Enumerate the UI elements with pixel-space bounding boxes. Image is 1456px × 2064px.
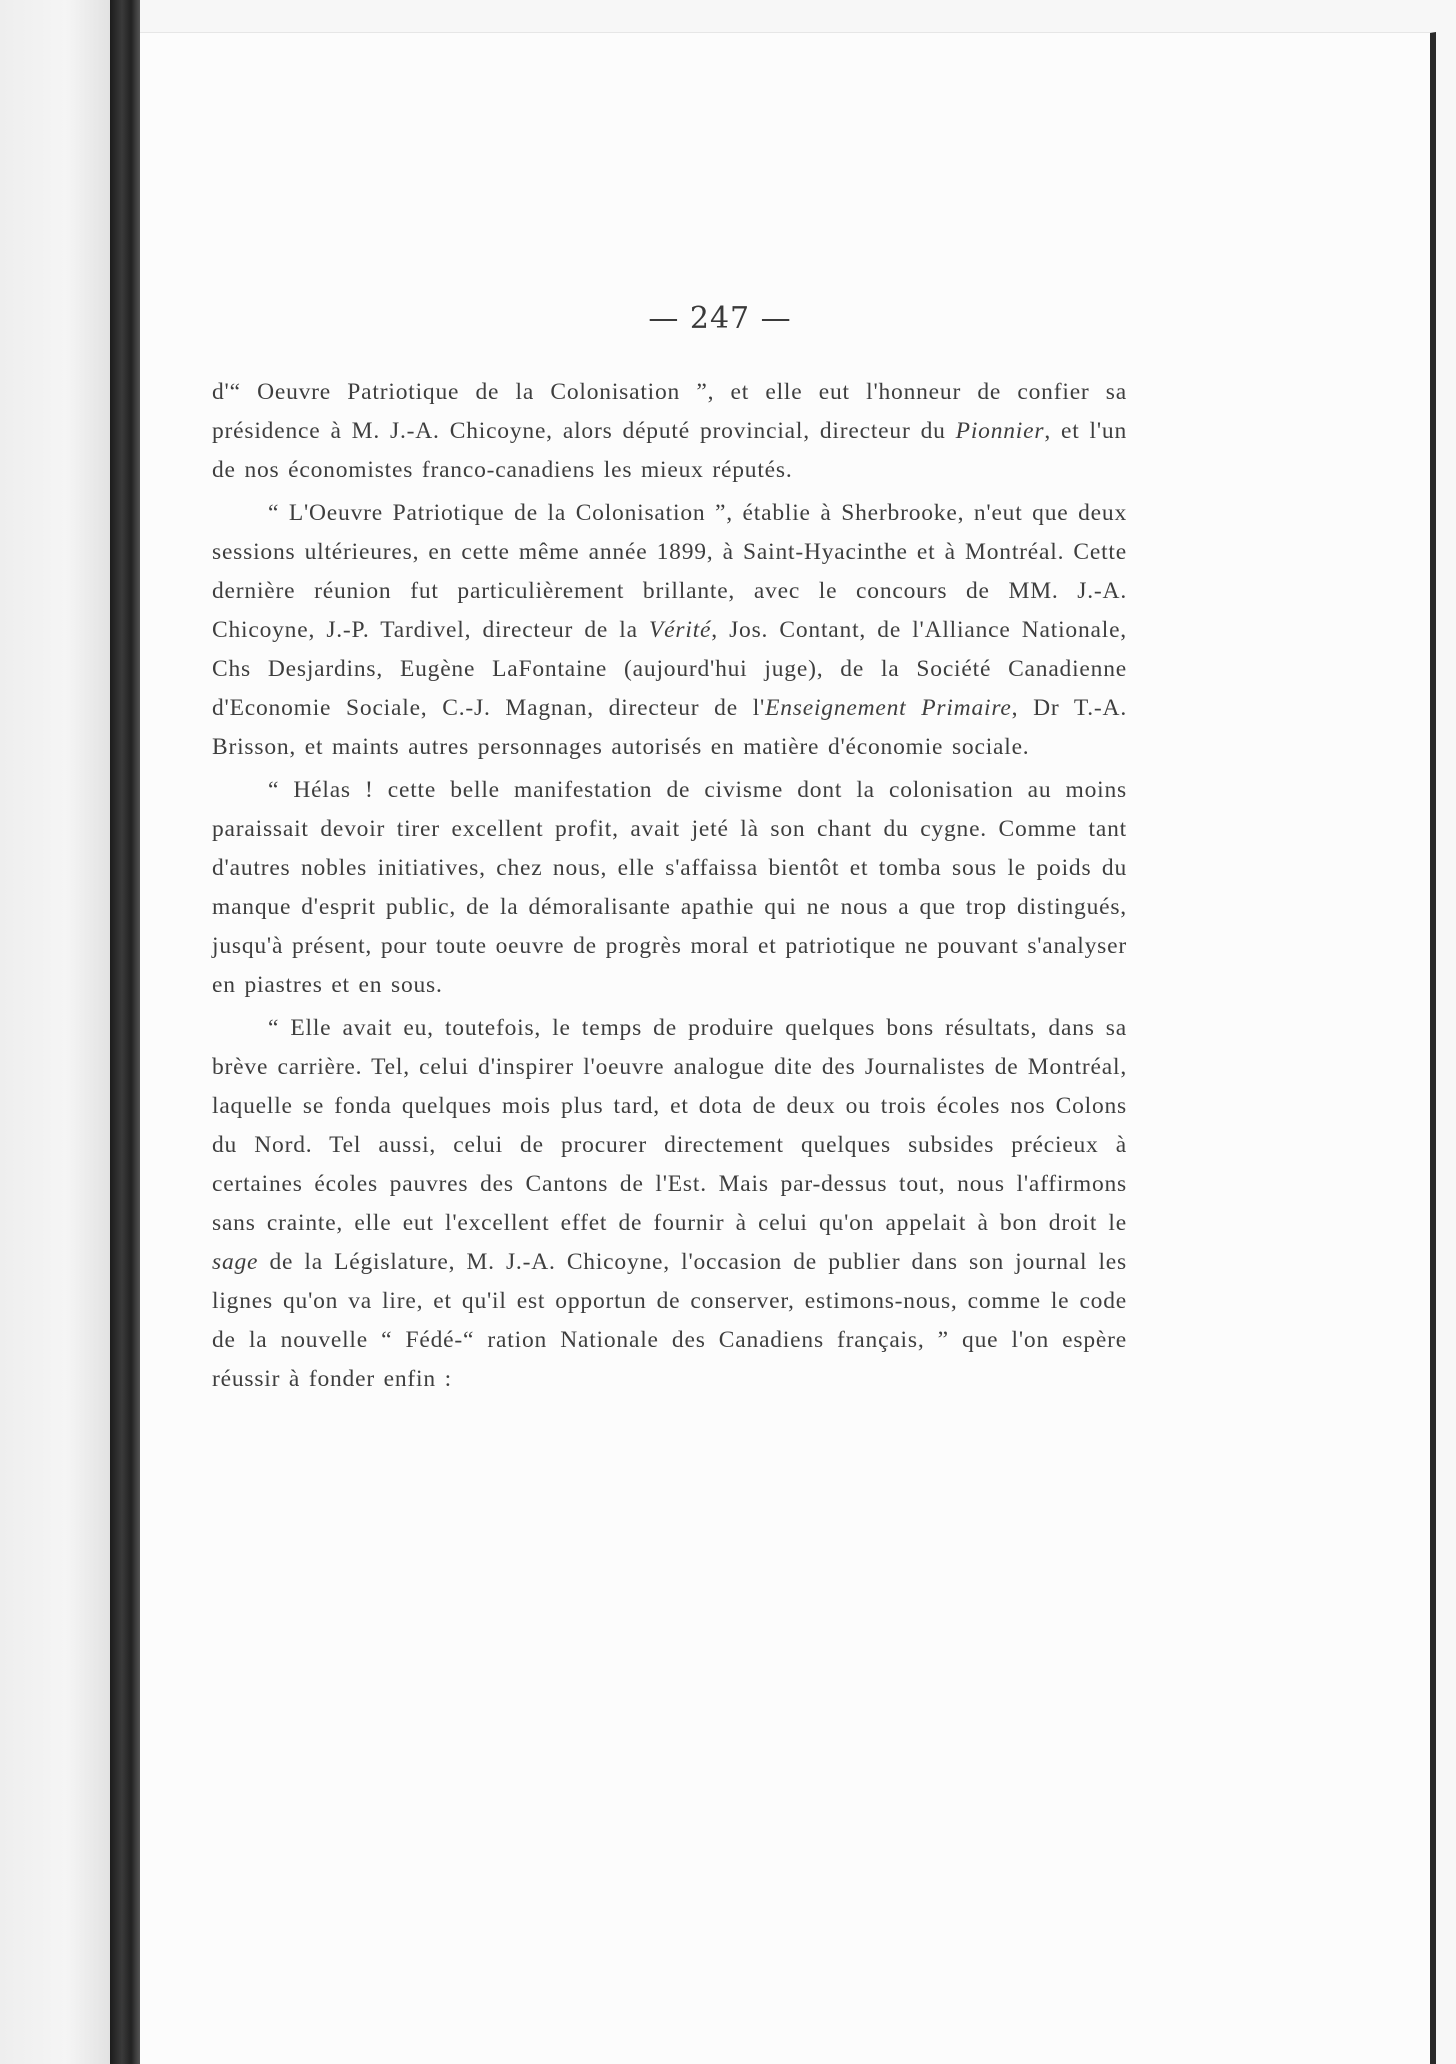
text-run: , Dr T.-A. Brisson, et maints autres personnages autorisés en matière d'économie sociale. [212, 695, 1127, 760]
text-run: “ Hélas ! cette belle manifestation de civisme dont la colonisation au moins paraissait devoir tirer excellent profit, avait jeté là son chant du cygne. Comme tant d'autres nobles initiatives, chez nous, elle s'affaissa bientôt et tomba sous le poids du manque d'esprit public, de la démoralisante apathie qui ne nous a que trop distingués, jusqu'à présent, pour toute oeuvre de progrès moral et patriotique ne pouvant s'analyser en piastres et en sous. [212, 777, 1127, 998]
italic-title: Vérité [649, 617, 712, 643]
paragraph-1 [212, 373, 1127, 490]
text-run: de la Législature, M. J.-A. Chicoyne, l'occasion de publier dans son journal les lignes qu'on va lire, et qu'il est opportun de conserver, estimons-nous, comme le code de la nouvelle “ Fédé-“ ration Nationale des Canadiens français, ” que l'on espère réussir à fonder enfin : [212, 1249, 1127, 1392]
book-page [140, 32, 1436, 2064]
text-run: d'“ Oeuvre Patriotique de la Colonisation ”, et elle eut l'honneur de confier sa présidence à M. J.-A. Chicoyne, alors député provincial, directeur du [212, 379, 1127, 444]
text-run: “ Elle avait eu, toutefois, le temps de produire quelques bons résultats, dans sa brève carrière. Tel, celui d'inspirer l'oeuvre analogue dite des Journalistes de Montréal, laquelle se fonda quelques mois plus tard, et dota de deux ou trois écoles nos Colons du Nord. Tel aussi, celui de procurer directement quelques subsides précieux à certaines écoles pauvres des Cantons de l'Est. Mais par-dessus tout, nous l'affirmons sans crainte, elle eut l'excellent effet de fournir à celui qu'on appelait à bon droit le [212, 1015, 1127, 1236]
text-run: , Jos. Contant, de l'Alliance Nationale, Chs Desjardins, Eugène LaFontaine (aujourd'hui juge), de la Société Canadienne d'Economie Sociale, C.-J. Magnan, directeur de l' [212, 617, 1127, 721]
italic-title: Enseignement Primaire [765, 695, 1012, 721]
italic-title: Pionnier [955, 418, 1045, 444]
italic-title: sage [212, 1249, 259, 1275]
page-number: — 247 — [648, 301, 792, 336]
paragraph-2 [212, 494, 1127, 767]
paragraph-3 [212, 771, 1127, 1005]
text-run: “ L'Oeuvre Patriotique de la Colonisation ”, établie à Sherbrooke, n'eut que deux sessions ultérieures, en cette même année 1899, à Saint-Hyacinthe et à Montréal. Cette dernière réunion fut particulièrement brillante, avec le concours de MM. J.-A. Chicoyne, J.-P. Tardivel, directeur de la [212, 500, 1127, 643]
paragraph-4 [212, 1009, 1127, 1399]
text-run: , et l'un de nos économistes franco-canadiens les mieux réputés. [212, 418, 1127, 483]
facing-page-edge [0, 0, 110, 2064]
book-gutter [110, 0, 140, 2064]
body-text [212, 373, 1127, 1399]
